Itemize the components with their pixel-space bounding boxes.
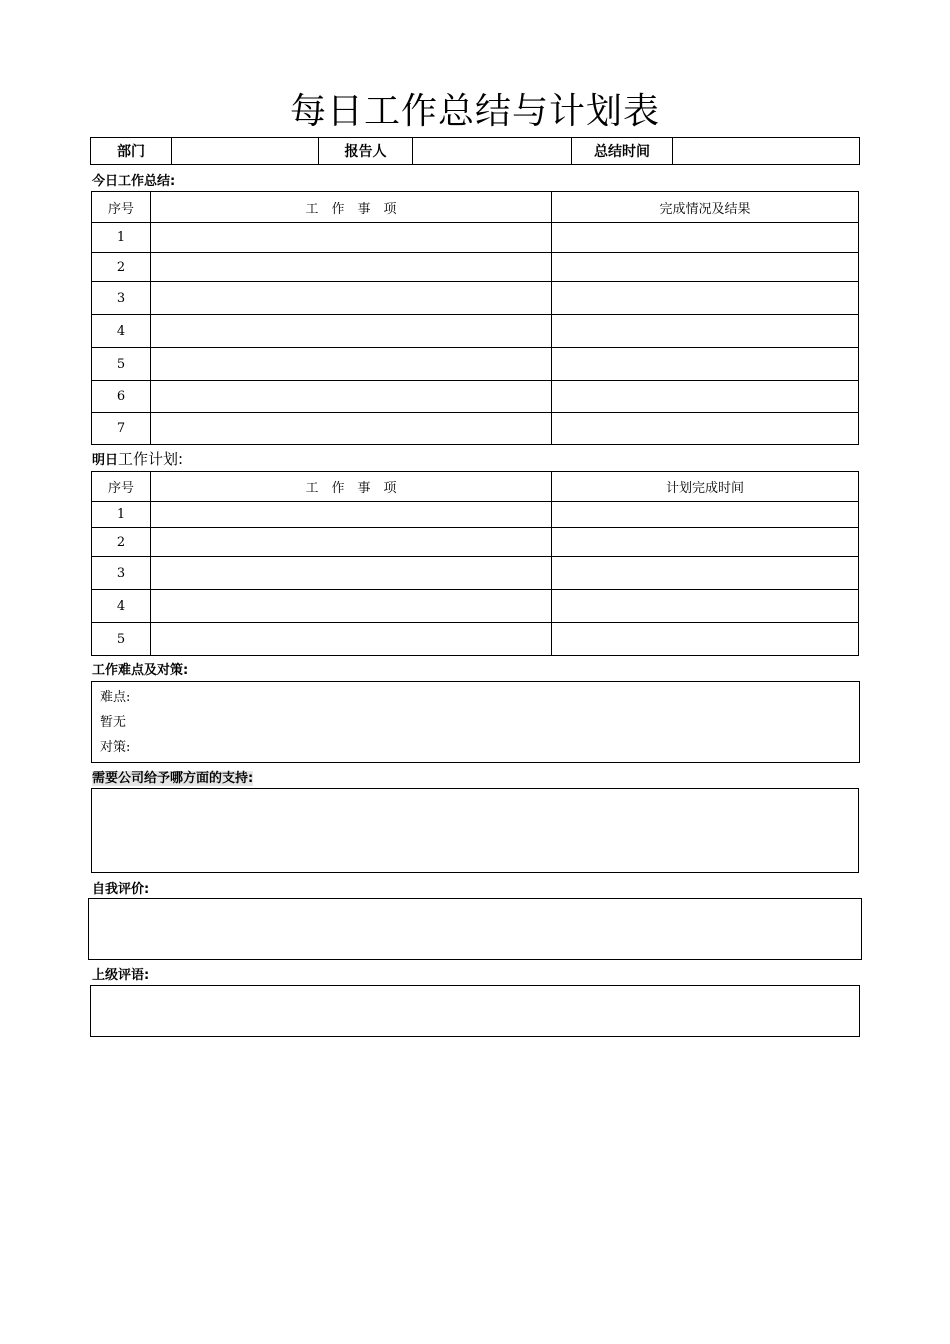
- row-item-cell[interactable]: [151, 381, 552, 413]
- col-header-seq: 序号: [92, 472, 151, 502]
- row-item-cell[interactable]: [151, 348, 552, 381]
- table-row: [92, 528, 859, 557]
- row-result-cell[interactable]: [552, 282, 859, 315]
- self-eval-box[interactable]: [88, 898, 862, 960]
- table-header-row: [92, 192, 859, 223]
- row-item-cell[interactable]: [151, 282, 552, 315]
- col-header-result: 完成情况及结果: [552, 192, 859, 223]
- self-eval-label: 自我评价:: [92, 882, 150, 897]
- row-item-cell[interactable]: [151, 557, 552, 590]
- table-row: [92, 413, 859, 445]
- header-info-table: [90, 137, 860, 165]
- table-row: [92, 253, 859, 282]
- dept-label: 部门: [91, 138, 172, 165]
- reporter-label: 报告人: [319, 138, 413, 165]
- row-time-cell[interactable]: [552, 528, 859, 557]
- table-row: [92, 502, 859, 528]
- row-seq: 7: [92, 413, 151, 445]
- time-label: 总结时间: [572, 138, 673, 165]
- difficulty-line: 难点:: [100, 690, 131, 705]
- col-header-item: 工 作 事 项: [151, 472, 552, 502]
- row-seq: 5: [92, 348, 151, 381]
- row-item-cell[interactable]: [151, 528, 552, 557]
- today-summary-label: 今日工作总结:: [92, 174, 176, 189]
- row-result-cell[interactable]: [552, 315, 859, 348]
- tomorrow-plan-label: [92, 448, 183, 469]
- table-header-row: [92, 472, 859, 502]
- table-row: [92, 590, 859, 623]
- supervisor-label: 上级评语:: [92, 968, 150, 983]
- row-seq: 2: [92, 528, 151, 557]
- supervisor-comment-box[interactable]: [90, 985, 860, 1037]
- difficulty-label: 工作难点及对策:: [92, 663, 189, 678]
- row-seq: 4: [92, 315, 151, 348]
- row-seq: 1: [92, 502, 151, 528]
- table-row: [92, 623, 859, 656]
- row-result-cell[interactable]: [552, 381, 859, 413]
- table-row: [92, 557, 859, 590]
- reporter-field[interactable]: [413, 138, 572, 165]
- row-time-cell[interactable]: [552, 590, 859, 623]
- row-time-cell[interactable]: [552, 557, 859, 590]
- support-label: [92, 767, 253, 786]
- row-result-cell[interactable]: [552, 223, 859, 253]
- row-seq: 5: [92, 623, 151, 656]
- row-item-cell[interactable]: [151, 223, 552, 253]
- row-seq: 3: [92, 557, 151, 590]
- table-row: [92, 315, 859, 348]
- row-seq: 1: [92, 223, 151, 253]
- tomorrow-plan-label-rest: 工作计划:: [118, 450, 184, 468]
- row-item-cell[interactable]: [151, 502, 552, 528]
- col-header-item: 工 作 事 项: [151, 192, 552, 223]
- row-item-cell[interactable]: [151, 413, 552, 445]
- tomorrow-plan-label-bold: 明日: [92, 453, 119, 468]
- row-seq: 2: [92, 253, 151, 282]
- table-row: [92, 381, 859, 413]
- col-header-plan-time: 计划完成时间: [552, 472, 859, 502]
- row-seq: 4: [92, 590, 151, 623]
- col-header-seq: 序号: [92, 192, 151, 223]
- row-seq: 6: [92, 381, 151, 413]
- page-title: 每日工作总结与计划表: [289, 91, 660, 132]
- difficulty-line: 对策:: [100, 740, 131, 755]
- row-item-cell[interactable]: [151, 253, 552, 282]
- support-label-text: 需要公司给予哪方面的支持:: [92, 771, 254, 786]
- table-row: [92, 348, 859, 381]
- row-time-cell[interactable]: [552, 502, 859, 528]
- dept-field[interactable]: [172, 138, 319, 165]
- support-box[interactable]: [91, 788, 859, 873]
- row-time-cell[interactable]: [552, 623, 859, 656]
- difficulty-line: 暂无: [100, 715, 127, 730]
- row-item-cell[interactable]: [151, 623, 552, 656]
- row-result-cell[interactable]: [552, 348, 859, 381]
- today-summary-table: [91, 191, 859, 445]
- row-seq: 3: [92, 282, 151, 315]
- table-row: [92, 282, 859, 315]
- row-item-cell[interactable]: [151, 590, 552, 623]
- difficulty-box[interactable]: [91, 681, 860, 763]
- tomorrow-plan-table: [91, 471, 859, 656]
- row-result-cell[interactable]: [552, 413, 859, 445]
- row-item-cell[interactable]: [151, 315, 552, 348]
- row-result-cell[interactable]: [552, 253, 859, 282]
- table-row: [92, 223, 859, 253]
- time-field[interactable]: [673, 138, 860, 165]
